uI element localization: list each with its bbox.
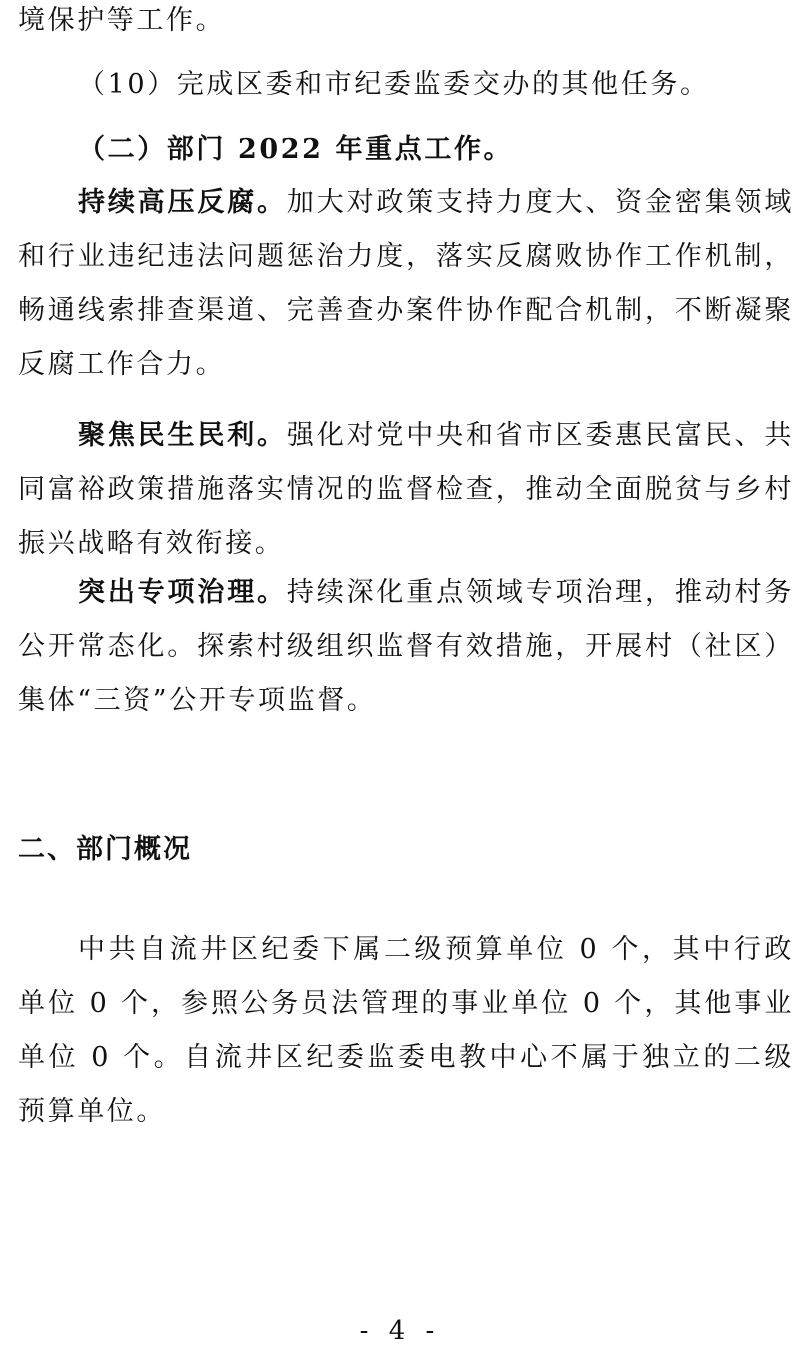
focus-paragraph-special-governance xyxy=(18,566,794,728)
focus-lead-livelihood: 聚焦民生民利。 xyxy=(78,420,287,451)
page-number: - 4 - xyxy=(359,1316,441,1346)
focus-body-livelihood: 强化对党中央和省市区委惠民富民、共同富裕政策措施落实情况的监督检查，推动全面脱贫与乡村振兴战略有效衔接。 xyxy=(18,420,794,559)
focus-body-special-governance: 持续深化重点领域专项治理，推动村务公开常态化。探索村级组织监督有效措施，开展村（社区）集体“三资”公开专项监督。 xyxy=(18,577,794,716)
section-heading-department-overview: 二、部门概况 xyxy=(18,834,192,865)
focus-body-anti-corruption: 加大对政策支持力度大、资金密集领域和行业违纪违法问题惩治力度，落实反腐败协作工作机制，畅通线索排查渠道、完善查办案件协作配合机制，不断凝聚反腐工作合力。 xyxy=(18,187,794,380)
focus-lead-special-governance: 突出专项治理。 xyxy=(78,577,287,608)
focus-paragraph-anti-corruption xyxy=(18,176,794,392)
department-overview-body: 中共自流井区纪委下属二级预算单位 0 个，其中行政单位 0 个，参照公务员法管理的事业单位 0 个，其他事业单位 0 个。自流井区纪委监委电教中心不属于独立的二级预算单位。 xyxy=(18,934,794,1127)
task-item-10: （10）完成区委和市纪委监委交办的其他任务。 xyxy=(78,69,710,100)
subheading-key-work-2022: （二）部门 2022 年重点工作。 xyxy=(78,134,514,165)
focus-paragraph-livelihood xyxy=(18,409,794,571)
focus-lead-anti-corruption: 持续高压反腐。 xyxy=(78,187,287,218)
continuation-text: 境保护等工作。 xyxy=(18,5,226,36)
